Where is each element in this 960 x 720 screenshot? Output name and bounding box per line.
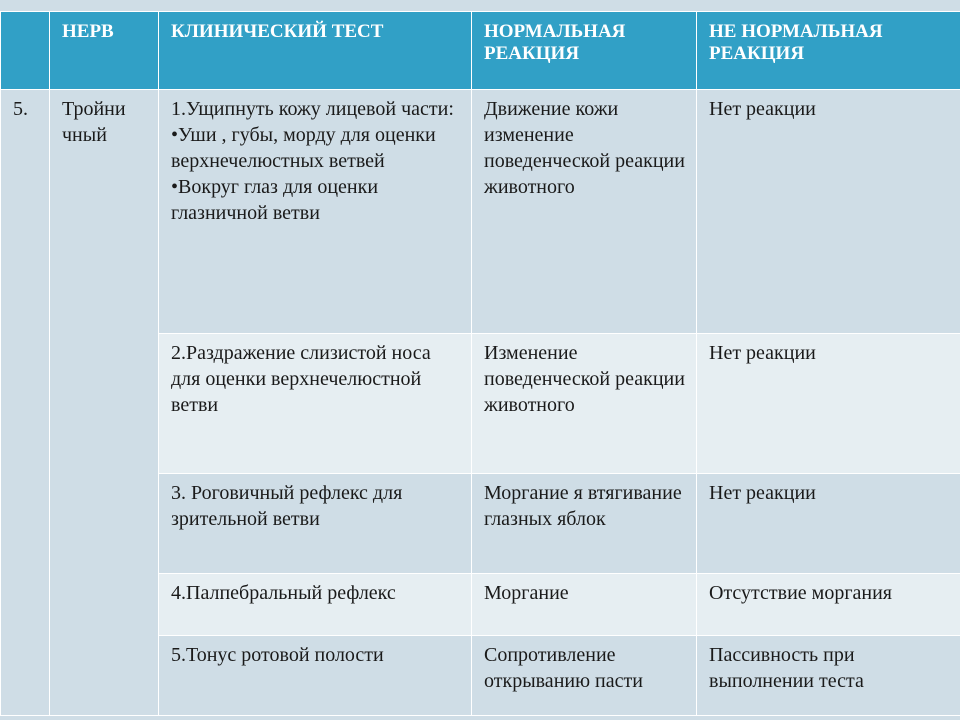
header-normal-reaction: НОРМАЛЬНАЯ РЕАКЦИЯ: [472, 12, 697, 90]
row-number-cell: [1, 90, 50, 716]
header-row: [1, 12, 960, 90]
nerve-name-cell: [50, 90, 159, 716]
cranial-nerve-table: [0, 11, 960, 716]
bullet-text: Вокруг глаз для оценки глазничной ветви: [171, 176, 379, 224]
test-cell: [159, 90, 472, 334]
nerve-name: Тройничный: [62, 98, 126, 146]
header-clinical-test: КЛИНИЧЕСКИЙ ТЕСТ: [159, 12, 472, 90]
row-number: 5.: [13, 98, 28, 120]
header-abnormal-reaction: НЕ НОРМАЛЬНАЯ РЕАКЦИЯ: [697, 12, 960, 90]
test-cell: 4.Палпебральный рефлекс: [159, 574, 472, 636]
normal-reaction-cell: Изменение поведенческой реакции животного: [472, 334, 697, 474]
test-cell: 3. Роговичный рефлекс для зрительной ветви: [159, 474, 472, 574]
normal-reaction-cell: Сопротивление открыванию пасти: [472, 636, 697, 716]
abnormal-reaction-cell: Нет реакции: [697, 334, 960, 474]
bullet-icon: •: [171, 176, 179, 198]
header-nerve: НЕРВ: [50, 12, 159, 90]
abnormal-reaction-cell: Нет реакции: [697, 474, 960, 574]
normal-reaction-cell: Моргание: [472, 574, 697, 636]
test-bullet: [171, 122, 461, 174]
table-row: [1, 90, 960, 334]
normal-reaction-cell: Моргание я втягивание глазных яблок: [472, 474, 697, 574]
abnormal-reaction-cell: Нет реакции: [697, 90, 960, 334]
header-number: [1, 12, 50, 90]
test-cell: 5.Тонус ротовой полости: [159, 636, 472, 716]
normal-reaction-cell: Движение кожи изменение поведенческой реакции животного: [472, 90, 697, 334]
abnormal-reaction-cell: Пассивность при выполнении теста: [697, 636, 960, 716]
test-cell: 2.Раздражение слизистой носа для оценки верхнечелюстной ветви: [159, 334, 472, 474]
bullet-text: Уши , губы, морду для оценки верхнечелюстных ветвей: [171, 124, 436, 172]
test-intro: 1.Ущипнуть кожу лицевой части:: [171, 98, 454, 120]
bullet-icon: •: [171, 124, 179, 146]
abnormal-reaction-cell: Отсутствие моргания: [697, 574, 960, 636]
test-bullet: [171, 174, 461, 226]
